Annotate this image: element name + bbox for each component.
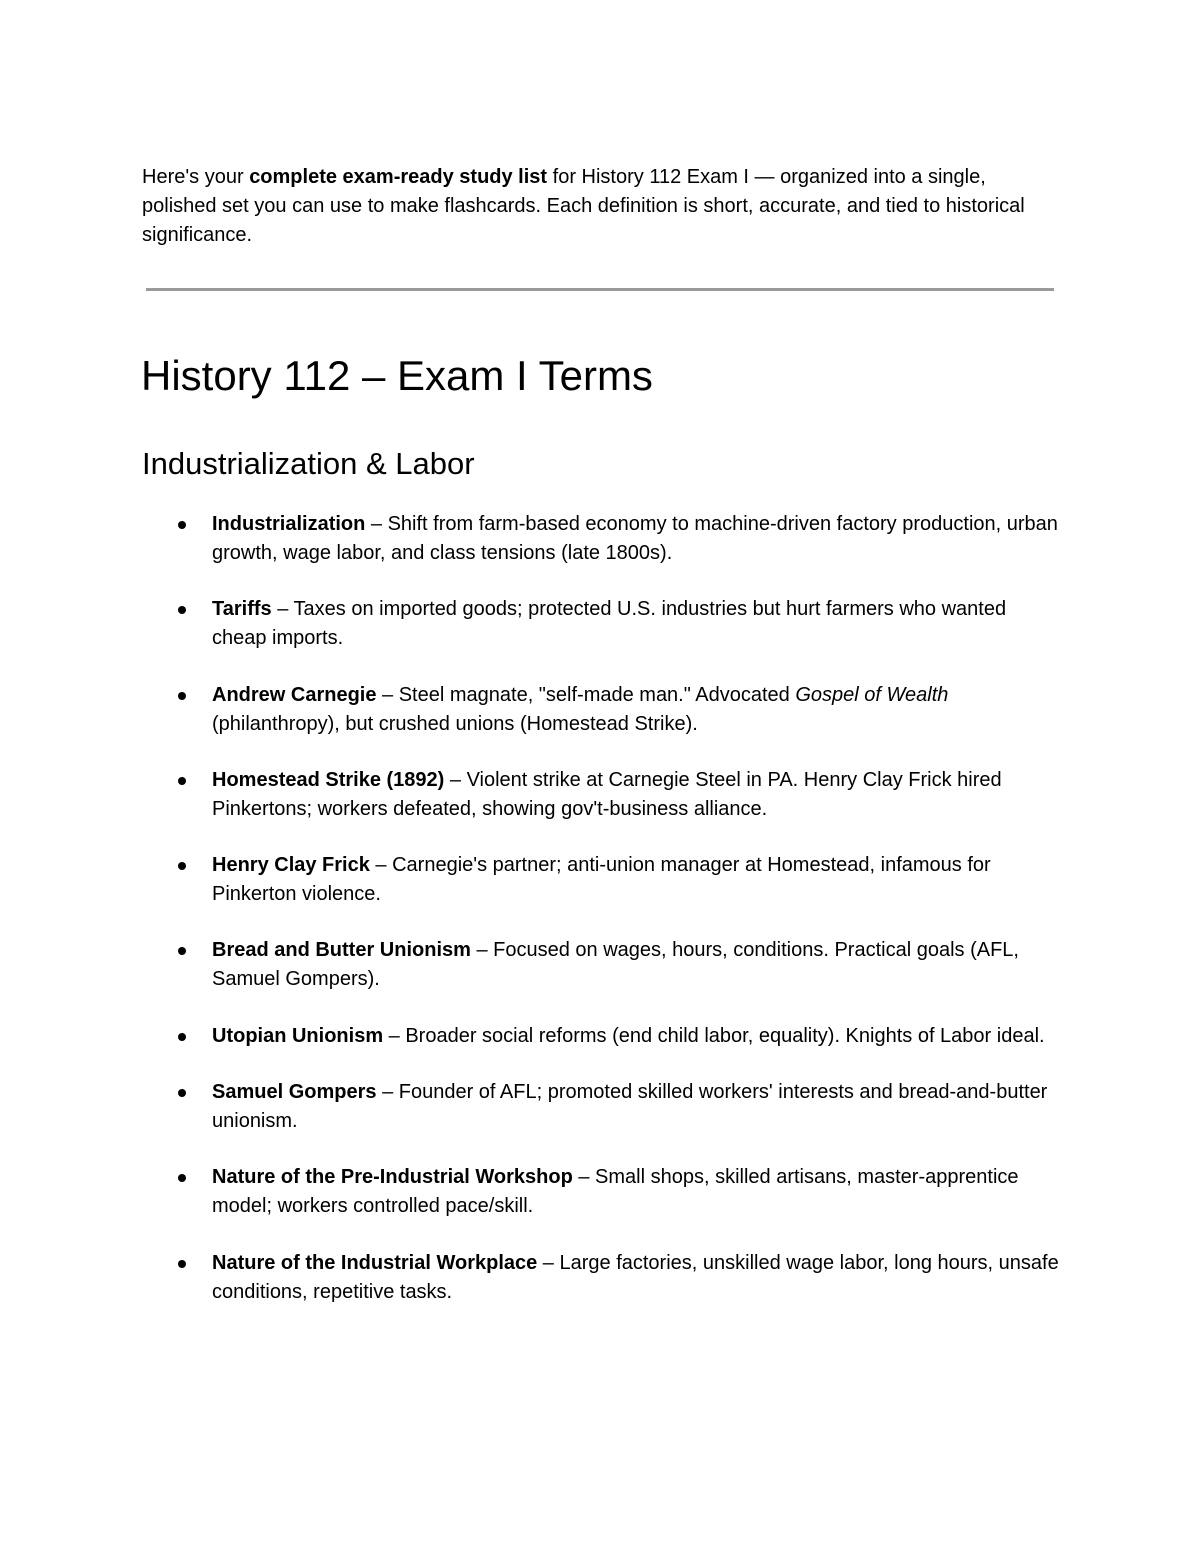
term-name: Bread and Butter Unionism [212,939,471,962]
list-item [142,1163,1062,1221]
term-definition-text: – Focused on wages, hours, conditions. Practical goals (AFL, Samuel Gompers). [212,939,1019,991]
term-definition-text: – Broader social reforms (end child labor, equality). Knights of Labor ideal. [383,1024,1045,1047]
list-item [142,1022,1062,1051]
term-definition [212,598,1006,649]
term-name: Homestead Strike (1892) [212,768,445,791]
term-definition-text: – Shift from farm-based economy to machine-driven factory production, urban growth, wage labor, and class tensions (late 1800s). [212,513,1058,564]
term-name: Nature of the Industrial Workplace [212,1251,538,1274]
term-definition-after: (philanthropy), but crushed unions (Homestead Strike). [212,712,698,735]
bullet-icon [178,1260,186,1268]
section-heading: Industrialization & Labor [142,446,475,481]
bullet-icon [178,521,186,529]
list-item [142,936,1062,994]
term-definition [383,1025,1044,1047]
term-definition-text: – Large factories, unskilled wage labor, long hours, unsafe conditions, repetitive tasks. [212,1251,1059,1303]
bullet-icon [178,606,186,614]
list-item [142,595,1062,653]
list-item [142,766,1062,824]
term-name: Tariffs [212,598,272,621]
term-definition-text: – Small shops, skilled artisans, master-apprentice model; workers controlled pace/skill. [212,1166,1019,1218]
bullet-icon [178,862,186,870]
term-name: Henry Clay Frick [212,854,370,877]
list-item [142,851,1062,909]
bullet-icon [178,692,186,700]
list-item [142,1078,1062,1136]
term-name: Samuel Gompers [212,1081,377,1104]
horizontal-divider [146,288,1054,291]
term-name: Utopian Unionism [212,1024,384,1047]
bullet-icon [178,1033,186,1041]
bullet-icon [178,777,186,785]
term-definition-text: – Violent strike at Carnegie Steel in PA. Henry Clay Frick hired Pinkertons; workers defeated, showing gov't-business alliance. [212,768,1002,820]
page-title: History 112 – Exam I Terms [141,352,653,399]
list-item [142,1249,1062,1307]
intro-paragraph [142,163,1057,250]
term-name: Industrialization [212,513,366,535]
bullet-icon [178,1089,186,1097]
intro-block [142,163,1057,250]
bullet-icon [178,1174,186,1182]
term-definition-text: – Carnegie's partner; anti-union manager at Homestead, infamous for Pinkerton violence. [212,854,991,906]
terms-list [142,510,1062,1334]
term-definition-italic: Gospel of Wealth [795,683,949,706]
term-name: Andrew Carnegie [212,683,377,706]
intro-bold: complete exam-ready study list [249,166,548,188]
term-definition-text: – Founder of AFL; promoted skilled workers' interests and bread-and-butter unionism. [212,1081,1048,1133]
term-definition-text: – Steel magnate, "self-made man." Advocated [376,683,796,706]
bullet-icon [178,947,186,955]
intro-lead: Here's your [142,166,250,188]
list-item [142,510,1062,568]
intro-rest: for History 112 Exam I — organized into a single, polished set you can use to make flashcards. Each definition is short, accurate, and tied to historical significance. [142,166,1025,246]
term-name: Nature of the Pre-Industrial Workshop [212,1166,573,1189]
term-definition-text: – Taxes on imported goods; protected U.S. industries but hurt farmers who wanted cheap imports. [212,598,1007,650]
list-item [142,681,1062,739]
